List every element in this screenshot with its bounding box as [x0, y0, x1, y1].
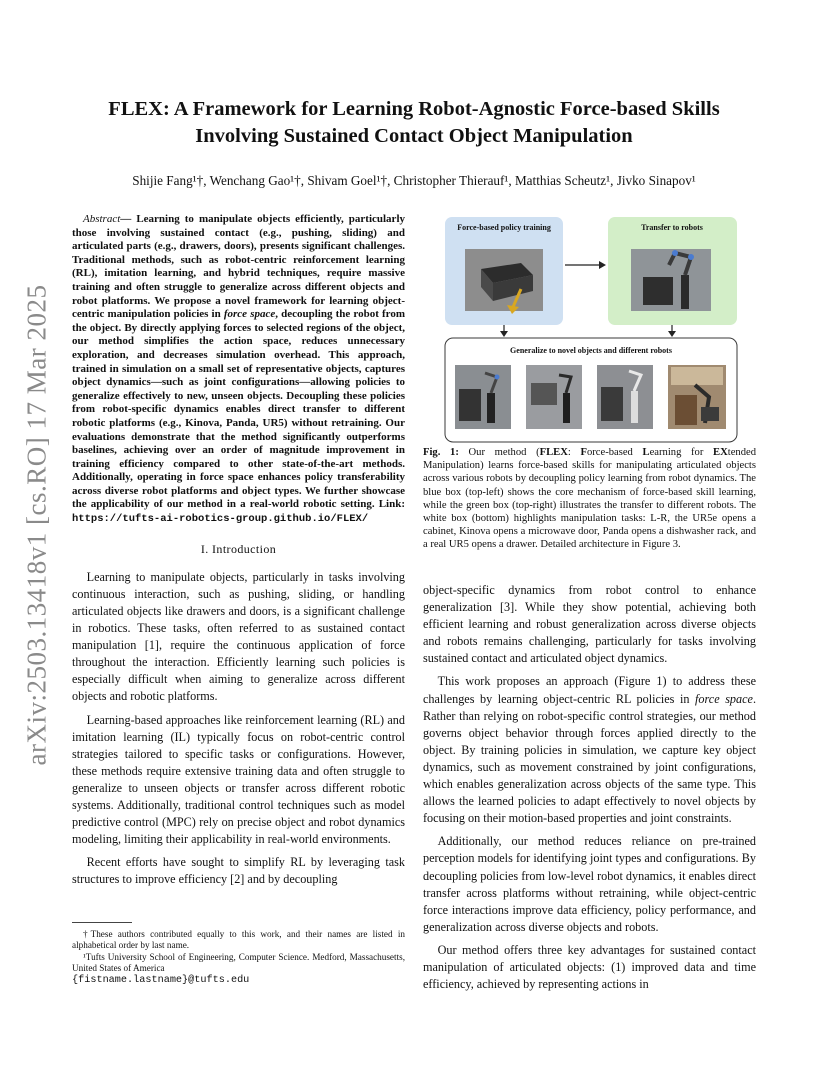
paper-title [70, 96, 758, 150]
section-heading-introduction: I. Introduction [200, 541, 277, 556]
right-column-text [423, 582, 756, 993]
arxiv-sidebar [12, 275, 62, 775]
footnotes [72, 929, 405, 986]
thumb-ur5e-cabinet [455, 365, 511, 429]
thumb-kinova-microwave [526, 365, 582, 429]
author-list: Shijie Fang¹†, Wenchang Gao¹†, Shivam Goel¹†, Christopher Thierauf¹, Matthias Scheutz¹, Jivko Sinapov¹ [132, 173, 696, 188]
label-force-policy-training: Force-based policy training [457, 223, 551, 232]
intro-paragraph-2: Learning-based approaches like reinforcement learning (RL) and imitation learning (IL) typically focus on robot-centric control strategies tailored to specific tasks or configurations. However, these methods require extensive training data and often struggle to generalize to unseen objects or transfer across different robotic systems. Additionally, traditional control techniques such as model predictive control (MPC) rely on precise object and robot dynamics modeling, limiting their applicability in real-world environments. [72, 712, 405, 847]
footnote-equal-contribution: †These authors contributed equally to this work, and their names are listed in alphabetical order by last name. [72, 929, 405, 951]
footnote-affiliation: ¹Tufts University School of Engineering, Computer Science. Medford, Massachusetts, United States of America [72, 951, 405, 974]
sim-cabinet [643, 277, 673, 305]
right-paragraph-3: Additionally, our method reduces reliance on pre-trained perception models for identifying joint types and configurations. By decoupling policies from low-level robot dynamics, it enables direct transfer across platforms without retraining, while object-centric force interactions improve data efficiency, policy performance, and generalization across diverse objects and robots. [423, 834, 756, 934]
label-transfer-to-robots: Transfer to robots [641, 223, 703, 232]
right-paragraph-4: Our method offers three key advantages for sustained contact manipulation of articulated objects: (1) improved data and time efficiency, achieved by representing actions in [423, 942, 756, 992]
robot-arm-base [681, 275, 689, 309]
footnote-email: {fistname.lastname}@tufts.edu [72, 974, 250, 986]
title-line-1: FLEX: A Framework for Learning Robot-Agnostic Force-based Skills [108, 98, 720, 120]
left-column [72, 213, 405, 888]
figure-1 [443, 217, 739, 444]
label-generalize: Generalize to novel objects and different robots [510, 346, 672, 355]
right-paragraph-1: object-specific dynamics from robot control to enhance generalization [3]. While they show potential, achieving both efficient learning and robust generalization across diverse objects and robots remains challenging, particularly for tasks involving sustained contact and articulated object dynamics. [423, 583, 756, 666]
right-paragraph-2: This work proposes an approach (Figure 1) to address these challenges by learning object-centric RL policies in force space. Rather than relying on robot-specific control strategies, our method governs object behavior through forces applied directly to the object. By training policies in simulation, we capture key object dynamics, such as movement constrained by joint configurations, which enables generalization across objects of the same type. This allows the learned policies to adapt effectively to novel objects by focusing on their motion-based properties and joint constraints. [423, 674, 756, 826]
abstract-emphasis: force space [223, 308, 276, 321]
figure-1-caption: Fig. 1: Our method (FLEX: Force-based Learning for EXtended Manipulation) learns force-based skills for manipulating articulated objects across various robots by decoupling policy learning from robot dynamics. The blue box (top-left) shows the core mechanism of force-based skill learning, while the green box (top-right) illustrates the transfer to different robots. The white box (bottom) highlights manipulation tasks: L-R, the UR5e opens a cabinet, Kinova opens a microwave door, Panda opens a dishwasher rack, and a real UR5 opens a drawer. Detailed architecture in Figure 3. [423, 447, 756, 551]
project-link[interactable]: https://tufts-ai-robotics-group.github.io/FLEX/ [72, 513, 369, 526]
thumb-real-ur5-drawer [668, 365, 726, 429]
intro-paragraph-1: Learning to manipulate objects, particularly in tasks involving continuous interaction, such as pushing, sliding, or handling articulated objects like drawers and doors, is a significant challenge in robotics. These tasks, often referred to as sustained contact manipulation [1], require the continuous application of force throughout the interaction. Efficiently learning such policies is especially difficult when aiming to generalize across different objects and robotic platforms. [72, 569, 405, 704]
intro-paragraph-3: Recent efforts have sought to simplify RL by leveraging task structures to improve efficiency [2] and by decoupling [72, 855, 405, 887]
abstract: Abstract— Learning to manipulate objects efficiently, particularly those involving sustained contact (e.g., pushing, sliding) and articulated parts (e.g., drawers, doors), presents significant challenges. Traditional methods, such as robot-centric reinforcement learning (RL), imitation learning, and hybrid techniques, require massive training and often struggle to generalize across different objects and robot platforms. We propose a novel framework for learning object-centric manipulation policies in force space, decoupling the robot from the object. By directly applying forces to selected regions of the object, our method simplifies the action space, reduces unnecessary exploration, and decreases simulation overhead. This approach, trained in simulation on a small set of representative objects, captures object dynamics—such as joint configurations—allowing policies to generalize effectively to new, unseen objects. Decoupling these policies from robot-specific dynamics enables direct transfer to different robotic platforms (e.g., Kinova, Panda, UR5) without retraining. Our evaluations demonstrate that the method significantly outperforms baselines, achieving over an order of magnitude improvement in training efficiency compared to other state-of-the-art methods. Additionally, operating in force space enhances policy transferability across diverse robot platforms and object types. We further showcase the applicability of our method in a real-world robotic setting. Link: https://tufts-ai-robotics-group.github.io/FLEX/ [72, 213, 405, 526]
abstract-label: Abstract [83, 213, 121, 225]
thumb-panda-dishwasher [597, 365, 653, 429]
footnote-rule [72, 922, 132, 923]
title-line-2: Involving Sustained Contact Object Manipulation [195, 125, 633, 147]
arxiv-id: arXiv:2503.13418v1 [cs.RO] 17 Mar 2025 [21, 284, 52, 766]
caption-label: Fig. 1: [423, 447, 459, 458]
